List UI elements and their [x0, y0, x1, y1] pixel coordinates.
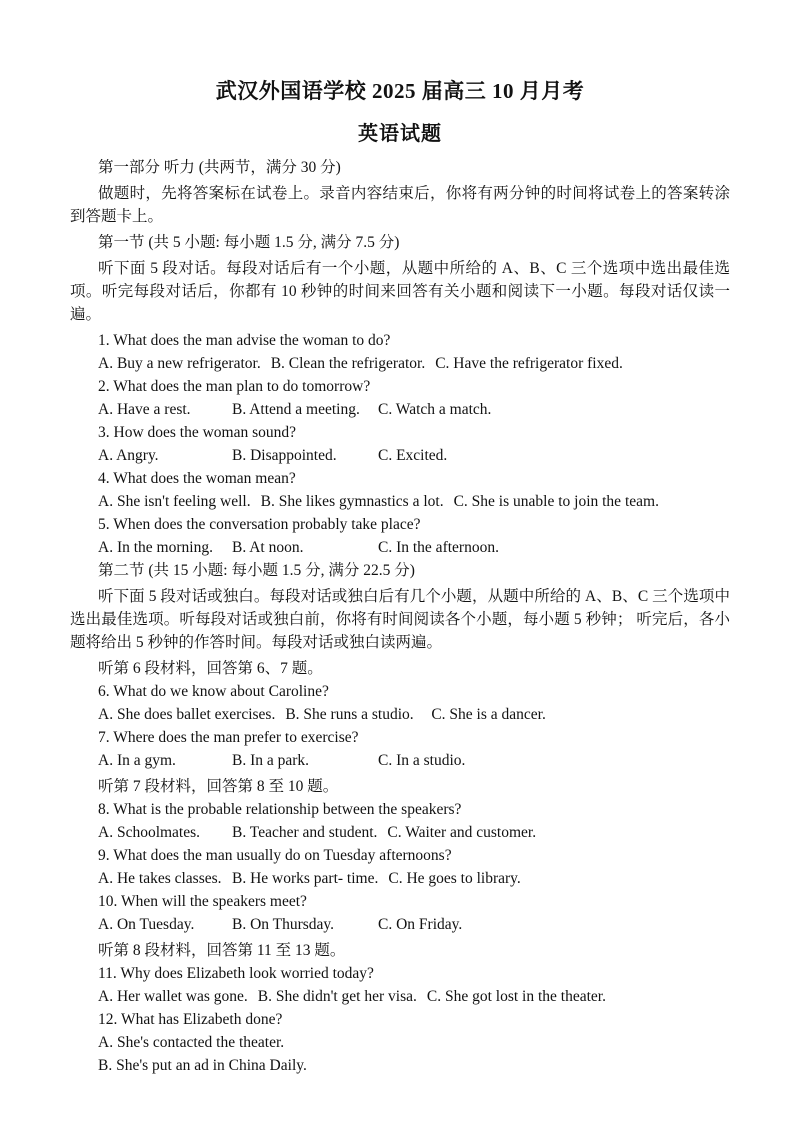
- option-b: B. On Thursday.: [232, 916, 335, 933]
- options-row: [70, 867, 730, 890]
- option-b: B. She's put an ad in China Daily.: [98, 1057, 307, 1074]
- material-note: 听第 6 段材料，回答第 6、7 题。: [98, 660, 323, 677]
- section1-instructions: 听下面 5 段对话。每段对话后有一个小题，从题中所给的 A、B、C 三个选项中选出最佳选项。听完每段对话后，你都有 10 秒钟的时间来回答有关小题和阅读下一小题。每段对话仅读一遍。: [70, 260, 730, 323]
- option-a: A. In a gym.: [98, 752, 176, 769]
- section2-instructions: 听下面 5 段对话或独白。每段对话或独白后有几个小题，从题中所给的 A、B、C 三个选项中选出最佳选项。听每段对话或独白前，你将有时间阅读各个小题，每小题 5 秒钟； 听完后，各小题将给出 5 秒钟的作答时间。每段对话或独白读两遍。: [70, 588, 730, 651]
- option-a: A. He takes classes.: [98, 870, 222, 887]
- option-b: B. Teacher and student.: [232, 824, 378, 841]
- option-b: B. She runs a studio.: [285, 706, 414, 723]
- part1-heading: 第一部分 听力 (共两节，满分 30 分): [98, 159, 341, 176]
- question-block: [70, 1008, 730, 1077]
- option-c: C. In the afternoon.: [378, 539, 499, 556]
- option-c: C. He goes to library.: [388, 870, 521, 887]
- option-a: A. On Tuesday.: [98, 916, 195, 933]
- option-a: A. Angry.: [98, 447, 159, 464]
- options-row: [70, 913, 730, 936]
- section2-blocks: [70, 657, 730, 1077]
- question-block: [70, 798, 730, 844]
- material-note: 听第 8 段材料，回答第 11 至 13 题。: [98, 942, 346, 959]
- option-c: C. Watch a match.: [378, 401, 492, 418]
- question-block: [70, 844, 730, 890]
- options-row: [70, 490, 730, 513]
- options-row: [70, 398, 730, 421]
- question-text: 5. When does the conversation probably take place?: [98, 516, 421, 533]
- option-b: B. Clean the refrigerator.: [270, 355, 426, 372]
- section1-questions: [70, 329, 730, 559]
- options-row: [70, 444, 730, 467]
- options-row: [70, 536, 730, 559]
- options-row: [70, 749, 730, 772]
- question-text: 12. What has Elizabeth done?: [98, 1011, 283, 1028]
- option-b: B. She didn't get her visa.: [257, 988, 417, 1005]
- question-block: [70, 421, 730, 467]
- section2-heading: 第二节 (共 15 小题: 每小题 1.5 分, 满分 22.5 分): [98, 562, 415, 579]
- options-row: [70, 821, 730, 844]
- options-row: [70, 703, 730, 726]
- option-c: C. She is unable to join the team.: [453, 493, 659, 510]
- option-a: A. She does ballet exercises.: [98, 706, 276, 723]
- option-c: C. She got lost in the theater.: [426, 988, 606, 1005]
- page-title: 武汉外国语学校 2025 届高三 10 月月考: [215, 79, 585, 103]
- option-a: A. She isn't feeling well.: [98, 493, 251, 510]
- option-b: B. In a park.: [232, 752, 310, 769]
- question-block: [70, 890, 730, 936]
- options-row: [70, 352, 730, 375]
- option-c: C. Excited.: [378, 447, 448, 464]
- question-text: 3. How does the woman sound?: [98, 424, 297, 441]
- question-block: [70, 726, 730, 772]
- question-block: [70, 375, 730, 421]
- option-a: A. Buy a new refrigerator.: [98, 355, 261, 372]
- option-b: B. At noon.: [232, 539, 304, 556]
- option-b: B. She likes gymnastics a lot.: [260, 493, 444, 510]
- material-note: 听第 7 段材料，回答第 8 至 10 题。: [98, 778, 339, 795]
- option-c: C. She is a dancer.: [431, 706, 546, 723]
- option-a: A. She's contacted the theater.: [98, 1034, 285, 1051]
- question-block: [70, 680, 730, 726]
- question-text: 10. When will the speakers meet?: [98, 893, 307, 910]
- option-b: B. Attend a meeting.: [232, 401, 360, 418]
- question-text: 8. What is the probable relationship between the speakers?: [98, 801, 462, 818]
- question-text: 9. What does the man usually do on Tuesday afternoons?: [98, 847, 452, 864]
- page-subtitle: 英语试题: [358, 123, 442, 145]
- question-text: 4. What does the woman mean?: [98, 470, 296, 487]
- question-text: 1. What does the man advise the woman to do?: [98, 332, 391, 349]
- option-c: C. Have the refrigerator fixed.: [435, 355, 623, 372]
- question-text: 11. Why does Elizabeth look worried today?: [98, 965, 374, 982]
- option-a: A. Schoolmates.: [98, 824, 201, 841]
- option-b: B. Disappointed.: [232, 447, 337, 464]
- question-block: [70, 329, 730, 375]
- option-a: A. Have a rest.: [98, 401, 191, 418]
- section1-heading: 第一节 (共 5 小题: 每小题 1.5 分, 满分 7.5 分): [98, 234, 400, 251]
- question-block: [70, 467, 730, 513]
- question-text: 7. Where does the man prefer to exercise?: [98, 729, 359, 746]
- option-c: C. Waiter and customer.: [387, 824, 537, 841]
- question-text: 2. What does the man plan to do tomorrow?: [98, 378, 371, 395]
- option-c: C. On Friday.: [378, 916, 463, 933]
- option-c: C. In a studio.: [378, 752, 466, 769]
- question-text: 6. What do we know about Caroline?: [98, 683, 329, 700]
- question-block: [70, 513, 730, 559]
- options-row: [70, 985, 730, 1008]
- part1-instructions: 做题时，先将答案标在试卷上。录音内容结束后，你将有两分钟的时间将试卷上的答案转涂到答题卡上。: [70, 185, 730, 225]
- option-a: A. Her wallet was gone.: [98, 988, 248, 1005]
- question-block: [70, 962, 730, 1008]
- option-a: A. In the morning.: [98, 539, 213, 556]
- option-b: B. He works part- time.: [232, 870, 379, 887]
